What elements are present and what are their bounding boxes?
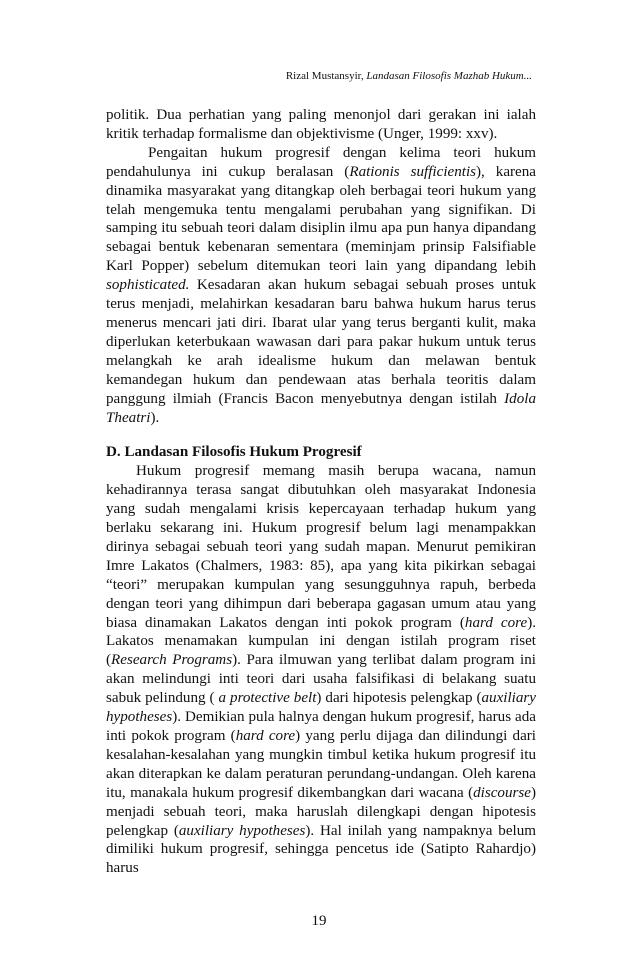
body-text <box>106 106 536 878</box>
paragraph-2: Pengaitan hukum progresif dengan kelima teori hukum pendahulunya ini cukup beralasan (Rationis sufficientis), karena dinamika masyarakat yang ditangkap oleh berbagai teori hukum yang telah mengemuka tentu mengalami perubahan yang signifikan. Di samping itu sebuah teori dalam disiplin ilmu apa pun hanya dipandang sebagai bentuk kebenaran sementara (meminjam prinsip Falsifiable Karl Popper) sebelum ditemukan teori lain yang dipandang lebih sophisticated. Kesadaran akan hukum sebagai sebuah proses untuk terus menjadi, melahirkan kesadaran baru bahwa hukum harus terus menerus mencari jati diri. Ibarat ular yang terus berganti kulit, maka diperlukan keterbukaan wawasan dari para pakar hukum untuk terus melangkah ke arah idealisme hukum dan melawan bentuk kemandegan hukum dan pendewaan atas berhala teoritis dalam panggung ilmiah (Francis Bacon menyebutnya dengan istilah Idola Theatri). <box>106 144 537 426</box>
paragraph-1: politik. Dua perhatian yang paling menonjol dari gerakan ini ialah kritik terhadap formalisme dan objektivisme (Unger, 1999: xxv). <box>106 107 536 142</box>
page-number: 19 <box>311 913 327 929</box>
section-heading: D. Landasan Filosofis Hukum Progresif <box>106 444 362 461</box>
header-title: Landasan Filosofis Mazhab Hukum... <box>366 70 532 82</box>
header-author: Rizal Mustansyir, <box>285 70 364 82</box>
paragraph-3: Hukum progresif memang masih berupa wacana, namun kehadirannya terasa sangat dibutuhkan oleh masyarakat Indonesia yang sudah mengalami krisis kepercayaan terhadap hukum yang berlaku sekarang ini. Hukum progresif belum lagi menampakkan dirinya sebagai sebuah teori yang sudah mapan. Menurut pemikiran Imre Lakatos (Chalmers, 1983: 85), apa yang kita pikirkan sebagai “teori” merupakan kumpulan yang sesungguhnya rapuh, berbeda dengan teori yang dihimpun dari beberapa gagasan umum atau yang biasa dinamakan Lakatos dengan inti pokok program (hard core). Lakatos menamakan kumpulan ini dengan istilah program riset (Research Programs). Para ilmuwan yang terlibat dalam program ini akan melindungi inti teori dari usaha falsifikasi di belakang suatu sabuk pelindung ( a protective belt) dari hipotesis pelengkap (auxiliary hypotheses). Demikian pula halnya dengan hukum progresif, harus ada inti pokok program (hard core) yang perlu dijaga dan dilindungi dari kesalahan-kesalahan yang mungkin timbul ketika hukum progresif itu akan diterapkan ke dalam peraturan perundang-undangan. Oleh karena itu, manakala hukum progresif dikembangkan dari wacana (discourse) menjadi sebuah teori, maka haruslah dilengkapi dengan hipotesis pelengkap (auxiliary hypotheses). Hal inilah yang nampaknya belum dimiliki hukum progresif, sehingga pencetus ide (Satipto Rahardjo) harus <box>106 463 537 877</box>
running-header <box>286 70 532 82</box>
